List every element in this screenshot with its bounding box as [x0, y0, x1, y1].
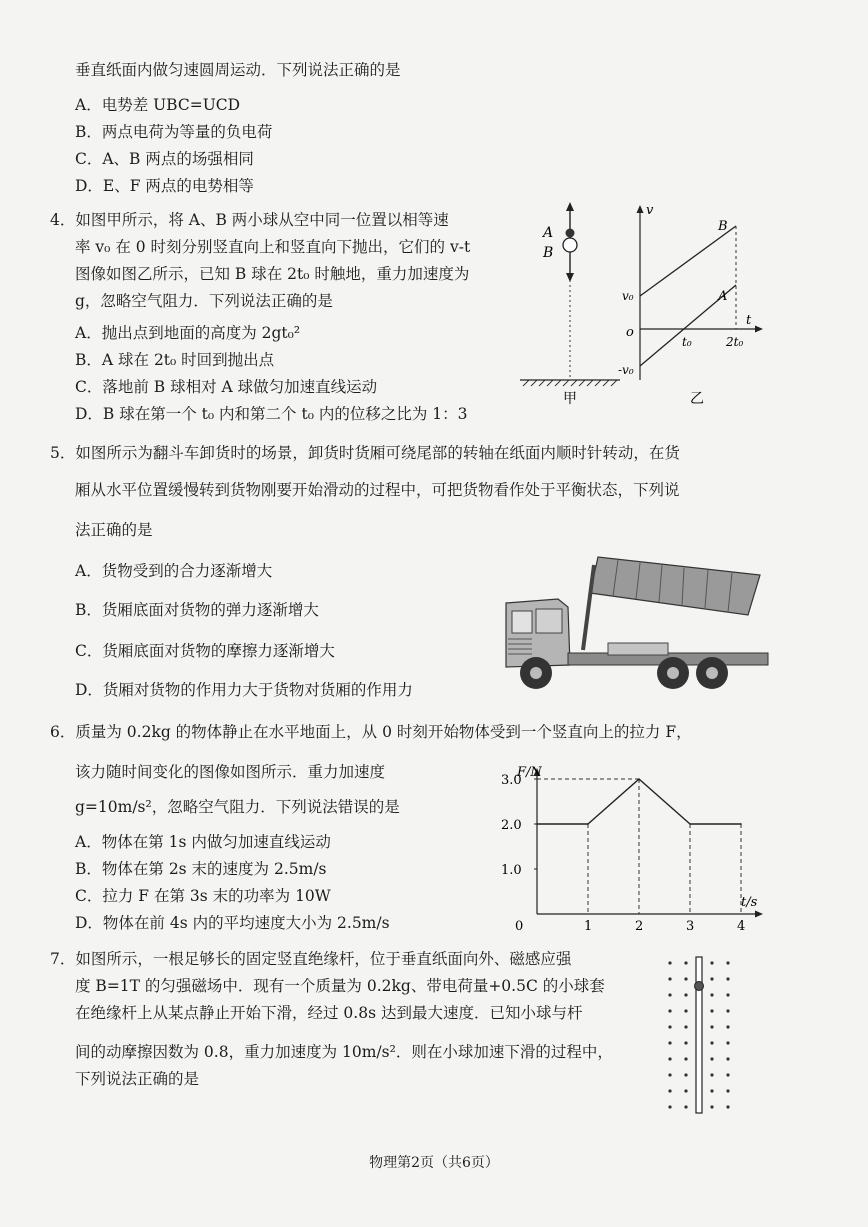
dump-truck-illustration — [498, 555, 773, 695]
q4-option-b: B．A 球在 2t₀ 时回到抛出点 — [75, 351, 275, 369]
field-dot — [726, 1089, 729, 1092]
cab-window-side — [536, 609, 562, 633]
v-axis-arrow-icon — [637, 205, 644, 213]
q4-option-d: D．B 球在第一个 t₀ 内和第二个 t₀ 内的位移之比为 1：3 — [75, 405, 468, 423]
line-b — [640, 226, 736, 296]
field-dot — [684, 993, 687, 996]
q5-line-1: 5．如图所示为翻斗车卸货时的场景，卸货时货厢可绕尾部的转轴在纸面内顺时针转动，在货 — [50, 444, 680, 462]
data-point-4 — [740, 823, 742, 825]
x-tick-label-0: 0 — [515, 919, 524, 932]
x-tick-label-1: 1 — [584, 919, 593, 932]
field-dot — [684, 1073, 687, 1076]
q7-line-4: 间的动摩擦因数为 0.8，重力加速度为 10m/s²．则在小球加速下滑的过程中， — [75, 1043, 613, 1061]
q7-line-2: 度 B=1T 的匀强磁场中．现有一个质量为 0.2kg、带电荷量+0.5C 的小球套 — [75, 977, 605, 995]
insulating-rod — [696, 957, 702, 1113]
arrow-down-head — [566, 273, 574, 282]
ball-b — [563, 238, 577, 252]
x-axis-arrow-icon — [755, 911, 763, 918]
field-dot — [710, 1073, 713, 1076]
q6-option-d: D．物体在前 4s 内的平均速度大小为 2.5m/s — [75, 914, 390, 932]
label-ball-b: B — [543, 245, 554, 261]
field-dot — [684, 1089, 687, 1092]
q4-option-c: C．落地前 B 球相对 A 球做匀加速直线运动 — [75, 378, 378, 396]
2t0-label: 2t₀ — [726, 335, 744, 349]
field-dot — [684, 1057, 687, 1060]
field-dot — [668, 993, 671, 996]
field-dot — [726, 961, 729, 964]
field-dot — [684, 1025, 687, 1028]
field-dot — [726, 1073, 729, 1076]
q6-option-a: A．物体在第 1s 内做匀加速直线运动 — [75, 833, 331, 851]
q5-line-2: 厢从水平位置缓慢转到货物刚要开始滑动的过程中，可把货物看作处于平衡状态，下列说 — [75, 481, 680, 499]
field-dot — [726, 1009, 729, 1012]
neg-v0-label: -v₀ — [618, 363, 634, 377]
line-label-b: B — [718, 219, 728, 234]
q4-line-4: g，忽略空气阻力．下列说法正确的是 — [75, 292, 333, 310]
y-axis-label: F/N — [517, 765, 542, 780]
field-dot — [684, 1105, 687, 1108]
field-dot — [710, 961, 713, 964]
data-point-3 — [689, 823, 691, 825]
q5-option-b: B．货厢底面对货物的弹力逐渐增大 — [75, 601, 319, 619]
field-dot — [668, 1057, 671, 1060]
magnetic-field-rod-figure — [660, 955, 740, 1115]
q6-line-1: 6．质量为 0.2kg 的物体静止在水平地面上，从 0 时刻开始物体受到一个竖直向上的拉力 F， — [50, 723, 692, 741]
q5-option-d: D．货厢对货物的作用力大于货物对货厢的作用力 — [75, 681, 413, 699]
field-dot — [710, 977, 713, 980]
page-footer: 物理第2页（共6页） — [369, 1155, 499, 1171]
cab-window-front — [512, 611, 532, 633]
hub-rear-1 — [667, 667, 679, 679]
y-tick-label-2.0: 2.0 — [501, 818, 522, 833]
data-point-1 — [587, 823, 589, 825]
x-tick-label-2: 2 — [635, 919, 644, 932]
y-tick-label-1.0: 1.0 — [501, 863, 522, 878]
x-tick-label-3: 3 — [686, 919, 695, 932]
line-label-a: A — [718, 289, 728, 304]
field-dot — [710, 1009, 713, 1012]
data-point-0 — [536, 823, 538, 825]
q7-line-5: 下列说法正确的是 — [75, 1070, 200, 1088]
force-time-chart — [495, 752, 780, 932]
field-dot — [710, 993, 713, 996]
field-dot — [726, 1025, 729, 1028]
q3-stem-tail: 垂直纸面内做匀速圆周运动．下列说法正确的是 — [75, 61, 401, 79]
q6-option-b: B．物体在第 2s 末的速度为 2.5m/s — [75, 860, 327, 878]
q3-option-a: A．电势差 UBC=UCD — [75, 96, 241, 114]
hub-rear-2 — [706, 667, 718, 679]
field-dot — [668, 977, 671, 980]
axis-label-v: v — [646, 203, 654, 218]
q3-option-d: D．E、F 两点的电势相等 — [75, 177, 254, 195]
caption-jia: 甲 — [563, 391, 577, 407]
force-segment-2 — [639, 779, 690, 824]
q4-line-1: 4．如图甲所示，将 A、B 两小球从空中同一位置以相等速 — [50, 211, 449, 229]
q3-option-c: C．A、B 两点的场强相同 — [75, 150, 254, 168]
field-dot — [668, 1089, 671, 1092]
v0-label: v₀ — [622, 289, 634, 303]
q6-line-3: g=10m/s²，忽略空气阻力．下列说法错误的是 — [75, 798, 400, 816]
field-dot — [668, 1041, 671, 1044]
label-ball-a: A — [543, 225, 554, 241]
field-dot — [710, 1089, 713, 1092]
field-dot — [726, 1105, 729, 1108]
field-dot — [710, 1105, 713, 1108]
q6-option-c: C．拉力 F 在第 3s 末的功率为 10W — [75, 887, 331, 905]
q5-option-a: A．货物受到的合力逐渐增大 — [75, 562, 273, 580]
truck-box — [590, 557, 760, 615]
q7-line-1: 7．如图所示，一根足够长的固定竖直绝缘杆，位于垂直纸面向外、磁感应强 — [50, 950, 572, 968]
figure-yi-vt-graph — [618, 200, 768, 410]
field-dot — [668, 961, 671, 964]
q4-line-3: 图像如图乙所示，已知 B 球在 2t₀ 时触地，重力加速度为 — [75, 265, 470, 283]
figure-jia — [515, 200, 625, 410]
field-dot — [684, 1041, 687, 1044]
field-dot — [668, 1105, 671, 1108]
charged-ball — [695, 982, 704, 991]
field-dot — [668, 1009, 671, 1012]
field-dot — [684, 961, 687, 964]
ball-a — [566, 229, 575, 238]
force-segment-1 — [588, 779, 639, 824]
q4-line-2: 率 v₀ 在 0 时刻分别竖直向上和竖直向下抛出，它们的 v-t — [75, 238, 471, 256]
t-axis-arrow-icon — [755, 326, 763, 333]
origin-label: o — [626, 325, 634, 340]
t0-label: t₀ — [682, 335, 692, 349]
hydraulic-arm — [583, 565, 594, 650]
field-dot — [684, 977, 687, 980]
q5-option-c: C．货厢底面对货物的摩擦力逐渐增大 — [75, 642, 335, 660]
y-tick-label-3.0: 3.0 — [501, 773, 522, 788]
field-dot — [710, 1041, 713, 1044]
ground-hatch — [523, 380, 617, 386]
field-dot — [710, 1025, 713, 1028]
axis-label-t: t — [746, 313, 752, 328]
q5-line-3: 法正确的是 — [75, 521, 153, 539]
field-dot — [726, 1041, 729, 1044]
hub-front — [530, 667, 542, 679]
q6-line-2: 该力随时间变化的图像如图所示．重力加速度 — [75, 763, 386, 781]
q7-line-3: 在绝缘杆上从某点静止开始下滑，经过 0.8s 达到最大速度．已知小球与杆 — [75, 1004, 583, 1022]
field-dot — [726, 993, 729, 996]
q3-option-b: B．两点电荷为等量的负电荷 — [75, 123, 273, 141]
fuel-tank — [608, 643, 668, 655]
data-point-2 — [638, 778, 640, 780]
caption-yi: 乙 — [690, 391, 704, 407]
field-dot — [668, 1025, 671, 1028]
field-dot — [726, 977, 729, 980]
q4-option-a: A．抛出点到地面的高度为 2gt₀² — [75, 324, 301, 342]
field-dot — [668, 1073, 671, 1076]
field-dot — [684, 1009, 687, 1012]
arrow-up-head — [566, 202, 574, 211]
x-axis-label: t/s — [741, 895, 758, 910]
field-dot — [710, 1057, 713, 1060]
field-dot — [726, 1057, 729, 1060]
x-tick-label-4: 4 — [737, 919, 746, 932]
